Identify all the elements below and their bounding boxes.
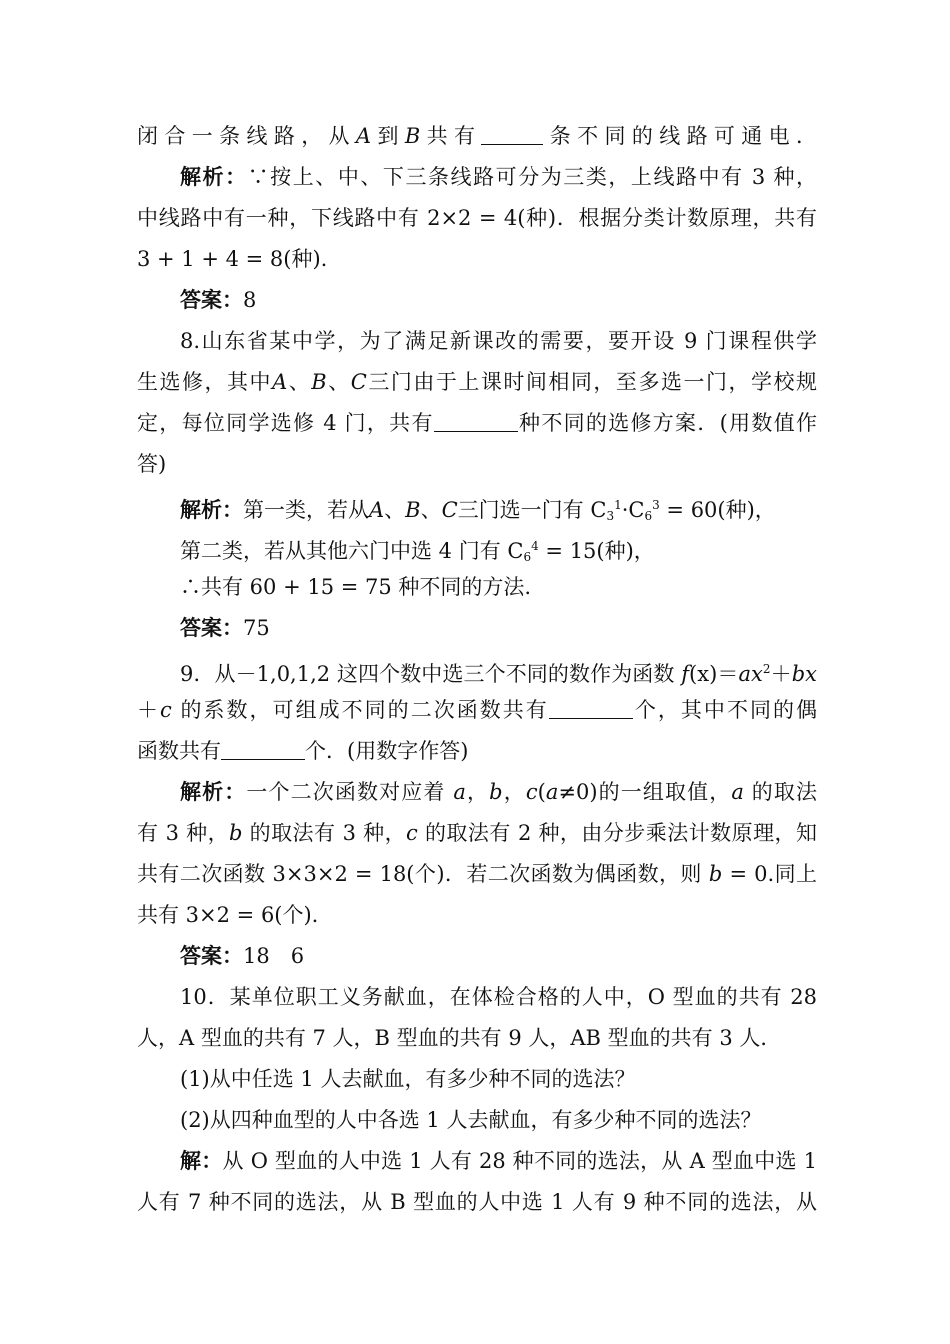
text: ， (502, 780, 526, 804)
analysis-label: 解析： (180, 164, 248, 189)
text: 、 (326, 370, 351, 394)
text: ·C (621, 498, 645, 522)
text: 人有 7 种不同的选法，从 B 型血的人中选 1 人有 9 种不同的选法，从 (137, 1190, 817, 1214)
superscript: 4 (531, 539, 539, 553)
text: 函数共有 (137, 739, 221, 763)
var: b (229, 821, 243, 845)
answer-blank (434, 407, 518, 432)
q8-line-3 (137, 403, 817, 443)
var: c (525, 780, 538, 804)
answer-value: 75 (243, 616, 270, 640)
text: 人，A 型血的共有 7 人，B 型血的共有 9 人，AB 型血的共有 3 人． (137, 1026, 782, 1050)
text: 3 + 1 + 4 = 8(种). (137, 247, 328, 271)
q8-analysis-line-1 (180, 485, 817, 525)
q7-analysis-line-2 (137, 198, 817, 238)
var: C (441, 498, 458, 522)
answer-value: 8 (243, 288, 257, 312)
text: 个，其中不同的偶 (632, 698, 818, 722)
text: (1)从中任选 1 人去献血，有多少种不同的选法？ (180, 1067, 636, 1091)
text: 条不同的线路可通电． (543, 124, 818, 148)
var: B (405, 498, 421, 522)
superscript: 1 (614, 498, 622, 512)
q10-line-2 (137, 1018, 817, 1058)
analysis-label: 解析： (180, 779, 247, 804)
q10-line-1 (180, 977, 817, 1017)
text: 9．从－1,0,1,2 这四个数中选三个不同的数作为函数 (180, 662, 682, 686)
q8-answer (180, 608, 817, 648)
q10-solution-line-2 (137, 1182, 817, 1222)
q9-line-1 (180, 649, 817, 689)
q9-line-2 (137, 690, 817, 730)
q8-analysis-line-3 (180, 567, 817, 607)
text: ≠0)的一组取值， (558, 780, 732, 804)
q9-analysis-line-4 (137, 895, 817, 935)
text: 定，每位同学选修 4 门，共有 (137, 411, 434, 435)
text: ∴共有 60 + 15 = 75 种不同的方法. (180, 575, 532, 599)
text: 共有 3×2 = 6(个). (137, 903, 319, 927)
answer-label: 答案： (180, 943, 243, 968)
text: 的取法有 2 种，由分步乘法计数原理，知 (417, 821, 817, 845)
text: 三门选一门有 C (457, 498, 607, 522)
text: 第一类，若从 (243, 498, 369, 522)
superscript: 3 (652, 498, 660, 512)
answer-blank (481, 120, 543, 145)
q9-analysis-line-1 (180, 772, 817, 812)
answer-label: 答案： (180, 287, 243, 312)
var: B (311, 370, 327, 394)
text: 10．某单位职工义务献血，在体检合格的人中，O 型血的共有 28 (180, 985, 817, 1009)
q10-part-1 (180, 1059, 817, 1099)
var: a (545, 780, 559, 804)
text: ＋ (137, 698, 161, 722)
var: f (681, 662, 690, 686)
text: (2)从四种血型的人中各选 1 人去献血，有多少种不同的选法？ (180, 1108, 762, 1132)
text: 共有二次函数 3×3×2 = 18(个)．若二次函数为偶函数，则 (137, 862, 709, 886)
q8-analysis-line-2 (180, 526, 817, 566)
text: 从 O 型血的人中选 1 人有 28 种不同的选法，从 A 型血中选 1 (222, 1149, 818, 1173)
text: 的系数，可组成不同的二次函数共有 (171, 698, 549, 722)
text: ＋ (770, 662, 792, 686)
text: 、 (287, 370, 312, 394)
var: A (272, 370, 288, 394)
q9-analysis-line-2 (137, 813, 817, 853)
text: = 0.同上 (722, 862, 817, 886)
text: ∵按上、中、下三条线路可分为三类，上线路中有 3 种， (247, 165, 817, 189)
text: 闭合一条线路，从 (137, 124, 356, 148)
var: b (489, 780, 503, 804)
text: = 15(种)， (538, 539, 655, 563)
text: 个．(用数字作答) (305, 739, 469, 763)
var: ax (738, 662, 763, 686)
text: 、 (420, 498, 442, 522)
var: c (160, 698, 172, 722)
text: (x) (689, 662, 718, 686)
text: 8.山东省某中学，为了满足新课改的需要，要开设 9 门课程供学 (180, 329, 817, 353)
var: a (453, 780, 466, 804)
answer-label: 答案： (180, 615, 243, 640)
var: a (731, 780, 744, 804)
subscript: 3 (606, 509, 615, 523)
answer-blank (221, 735, 305, 760)
text: 种不同的选修方案．(用数值作 (517, 411, 817, 435)
text: 第二类，若从其他六门中选 4 门有 C (180, 539, 524, 563)
text: ， (465, 780, 490, 804)
q8-line-2 (137, 362, 817, 402)
var: bx (791, 662, 817, 686)
q9-answer (180, 936, 817, 976)
subscript: 6 (523, 550, 532, 564)
text: ( (537, 780, 546, 804)
var: C (350, 370, 367, 394)
q10-part-2 (180, 1100, 817, 1140)
q7-analysis-line-1 (180, 157, 817, 197)
q9-analysis-line-3 (137, 854, 817, 894)
text: 生选修，其中 (137, 370, 273, 394)
var: B (404, 124, 421, 148)
q7-analysis-line-3 (137, 239, 817, 279)
subscript: 6 (644, 509, 653, 523)
superscript: 2 (762, 662, 771, 676)
text: 到 (371, 124, 405, 148)
text: 有 3 种， (137, 821, 230, 845)
text: 答) (137, 452, 167, 476)
q8-line-1 (180, 321, 817, 361)
var: A (369, 498, 385, 522)
text: 共有 (420, 124, 482, 148)
q7-answer (180, 280, 817, 320)
answer-blank (549, 694, 633, 719)
text: = 60(种)， (659, 498, 776, 522)
q9-line-3 (137, 731, 817, 771)
solution-label: 解： (180, 1148, 223, 1173)
q10-solution-line-1 (180, 1141, 817, 1181)
text: 三门由于上课时间相同，至多选一门，学校规 (366, 370, 818, 394)
text: 的取法 (743, 780, 818, 804)
var: c (406, 821, 418, 845)
q8-line-4 (137, 444, 817, 484)
text: 、 (384, 498, 406, 522)
text: 中线路中有一种，下线路中有 2×2 = 4(种)．根据分类计数原理，共有 (137, 206, 817, 230)
var: b (708, 862, 723, 886)
text: 一个二次函数对应着 (246, 780, 454, 804)
text: ＝ (717, 662, 739, 686)
q7-tail-line (137, 116, 817, 156)
answer-value: 18 6 (243, 944, 305, 968)
text: 的取法有 3 种， (242, 821, 407, 845)
analysis-label: 解析： (180, 497, 243, 522)
var: A (355, 124, 372, 148)
